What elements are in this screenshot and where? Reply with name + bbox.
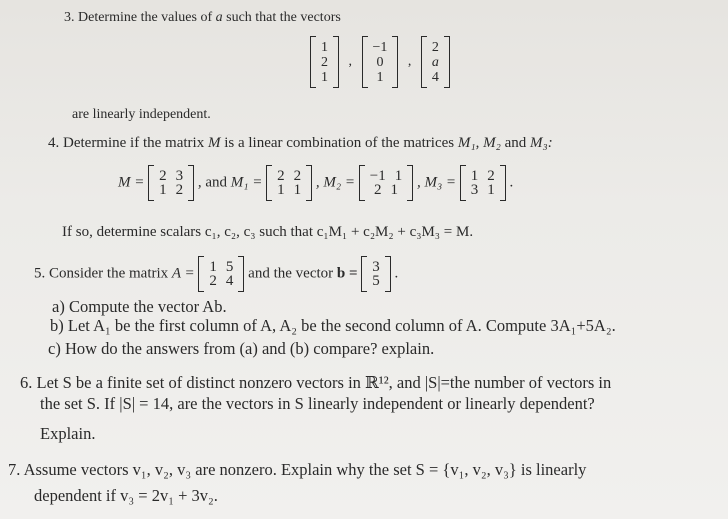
matrix-entry: 1 [394, 168, 403, 184]
vector-1-entry: 1 [321, 39, 328, 55]
vector-2-entry: 0 [376, 54, 384, 70]
lhs-A: A = [171, 265, 195, 282]
matrix-M2 [359, 165, 413, 201]
vector-2-entry: 1 [376, 69, 384, 85]
vector-entry: 3 [372, 259, 380, 275]
vector-2 [362, 36, 399, 88]
matrix-entry: 4 [225, 273, 234, 289]
matrix-entry: −1 [369, 168, 386, 184]
problem-4-and: and [504, 135, 527, 151]
separator-comma: , [348, 54, 352, 70]
problem-3-statement [64, 10, 341, 26]
vector-1-entry: 1 [321, 69, 328, 85]
vector-1-entry: 2 [321, 54, 328, 70]
matrix-entry: 1 [159, 182, 167, 198]
problem-5-statement [34, 256, 398, 292]
problem-4-M: M [207, 135, 221, 151]
lhs-M1: M₁ = [230, 174, 263, 191]
vector-3-entry: 4 [431, 69, 439, 85]
matrix-entry: 1 [209, 259, 217, 275]
matrix-entry: 1 [487, 182, 495, 198]
problem-4-number: 4. [48, 135, 60, 151]
problem-4-statement: 4. Determine if the matrix M is a linear combination of the matrices M₁, M₂ and M₃: [48, 135, 553, 151]
matrix-entry: 1 [470, 168, 479, 184]
lhs-M2: , M₂ = [315, 174, 355, 191]
problem-3-vectors [310, 36, 450, 88]
matrix-entry: 2 [293, 168, 302, 184]
matrix-entry: 2 [373, 182, 382, 198]
problem-3-text-a: Determine the values of [78, 10, 213, 25]
separator-comma: , [407, 54, 412, 70]
problem-5-text-a: Consider the matrix [49, 265, 169, 282]
lhs-M: M = [118, 174, 145, 191]
problem-4-matrices [118, 165, 513, 201]
problem-6-text-1: Let S be a finite set of distinct nonzero vectors in ℝ¹², and |S|=the number of vectors in [36, 373, 612, 392]
problem-3-number: 3. [64, 10, 75, 25]
matrix-entry: 2 [277, 168, 285, 184]
problem-7-line-1 [8, 460, 586, 480]
problem-5-part-a: a) Compute the vector Ab. [52, 297, 227, 316]
problem-5-text-b: and the vector [248, 265, 334, 282]
problem-7-line-2: dependent if v₃ = 2v₁ + 3v₂. [34, 486, 218, 505]
problem-4-text2: is a linear combination of the matrices [224, 135, 455, 151]
matrix-entry: 1 [293, 182, 302, 198]
problem-7-number: 7. [8, 460, 21, 479]
problem-4-text: Determine if the matrix [63, 135, 205, 151]
vector-entry: 5 [372, 273, 380, 289]
problem-4-followup: If so, determine scalars c₁, c₂, c₃ such that c₁M₁ + c₂M₂ + c₃M₃ = M. [62, 224, 474, 240]
vector-1 [310, 36, 339, 88]
problem-5-number: 5. [34, 265, 46, 282]
vector-b [361, 256, 391, 292]
matrix-entry: 2 [175, 182, 184, 198]
matrix-entry: 3 [175, 168, 184, 184]
period: . [509, 174, 514, 191]
matrix-A [198, 256, 244, 292]
lhs-b: b = [336, 265, 358, 282]
problem-5-part-c: c) How do the answers from (a) and (b) compare? explain. [48, 339, 435, 358]
matrix-entry: 1 [277, 182, 285, 198]
matrix-entry: 2 [487, 168, 495, 184]
matrix-entry: 1 [390, 182, 398, 198]
period: . [394, 265, 399, 282]
matrix-M3 [460, 165, 506, 201]
problem-5-part-b: b) Let A₁ be the first column of A, A₂ be the second column of A. Compute 3A₁+5A₂. [50, 316, 616, 335]
problem-6-number: 6. [20, 373, 33, 392]
problem-6-line-2: the set S. If |S| = 14, are the vectors in S linearly independent or linearly dependent? [40, 394, 595, 413]
lhs-M3: , M₃ = [416, 174, 457, 191]
problem-3-var-a: a [215, 10, 223, 25]
problem-3-tail: are linearly independent. [72, 107, 211, 122]
problem-4-M1: M₁ [457, 135, 476, 151]
matrix-entry: 5 [225, 259, 234, 275]
vector-3 [421, 36, 450, 88]
and-text: , and [197, 174, 228, 191]
matrix-entry: 2 [209, 273, 217, 289]
problem-3-text-b: such that the vectors [226, 10, 341, 25]
problem-7-text-1: Assume vectors v₁, v₂, v₃ are nonzero. Explain why the set S = {v₁, v₂, v₃} is linearly [23, 460, 587, 479]
problem-6-line-1 [20, 373, 611, 393]
matrix-M [148, 165, 194, 201]
matrix-M1 [266, 165, 312, 201]
matrix-entry: 2 [159, 168, 167, 184]
problem-6-line-3: Explain. [40, 424, 96, 443]
vector-2-entry: −1 [372, 39, 388, 55]
problem-4-M3: M₃: [529, 135, 553, 151]
problem-4-M2: M₂ [483, 135, 501, 151]
matrix-entry: 3 [470, 182, 479, 198]
vector-3-entry: 2 [431, 39, 439, 55]
vector-3-entry: a [431, 54, 439, 70]
